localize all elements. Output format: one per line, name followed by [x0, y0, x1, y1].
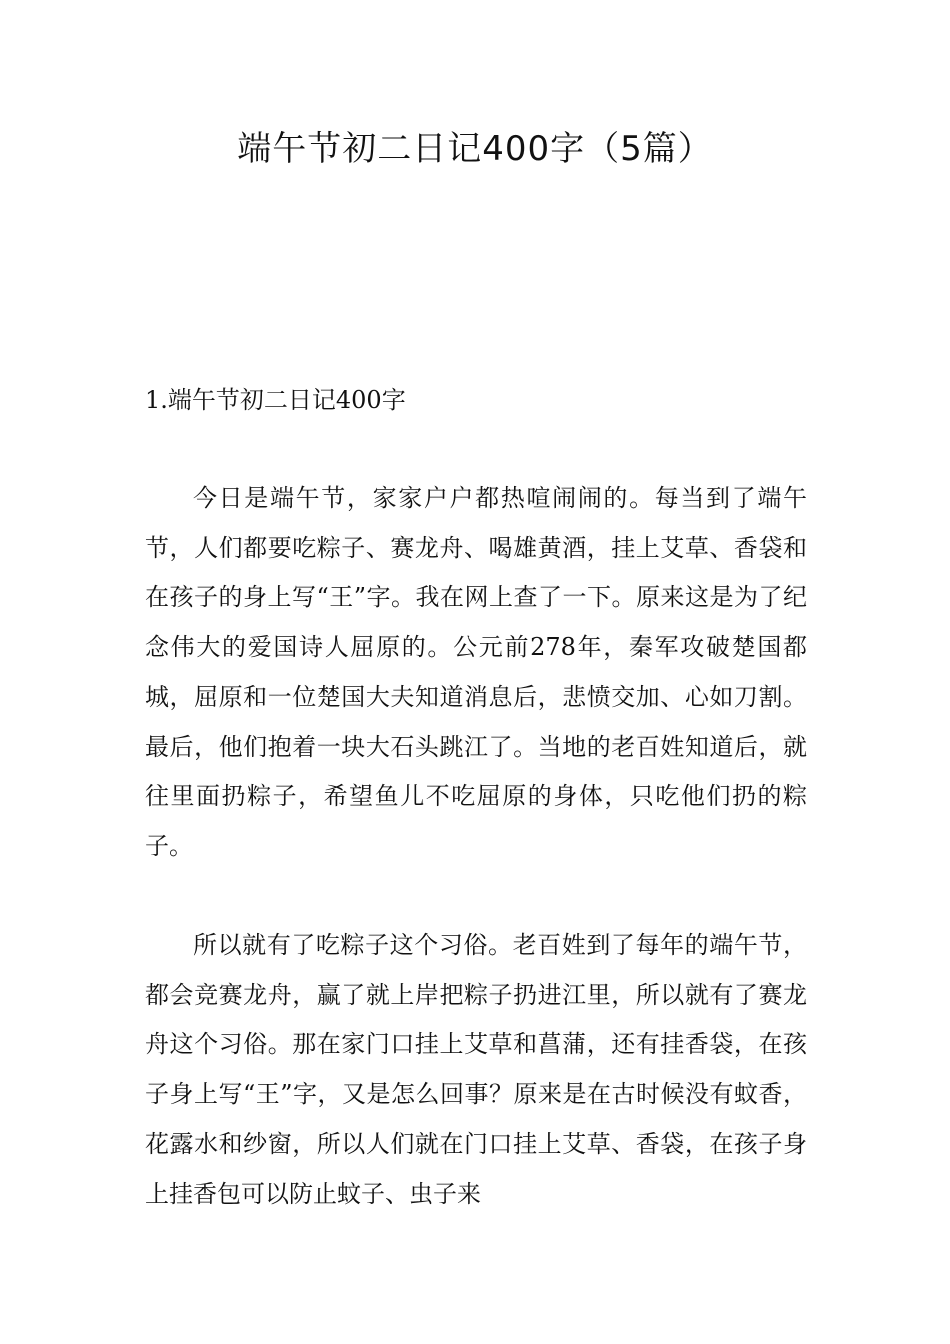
paragraph: 所以就有了吃粽子这个习俗。老百姓到了每年的端午节，都会竞赛龙舟，赢了就上岸把粽子扔进江里，所以就有了赛龙舟这个习俗。那在家门口挂上艾草和菖蒲，还有挂香袋，在孩子身上写“王”字，又是怎么回事？原来是在古时候没有蚊香，花露水和纱窗，所以人们就在门口挂上艾草、香袋，在孩子身上挂香包可以防止蚊子、虫子来 — [145, 931, 807, 1208]
document-title: 端午节初二日记400字（5篇） — [237, 129, 713, 169]
section-heading: 1.端午节初二日记400字 — [145, 386, 406, 414]
paragraph: 今日是端午节，家家户户都热喧闹闹的。每当到了端午节，人们都要吃粽子、赛龙舟、喝雄黄酒，挂上艾草、香袋和在孩子的身上写“王”字。我在网上查了一下。原来这是为了纪念伟大的爱国诗人屈原的。公元前278年，秦军攻破楚国都城，屈原和一位楚国大夫知道消息后，悲愤交加、心如刀割。最后，他们抱着一块大石头跳江了。当地的老百姓知道后，就往里面扔粽子，希望鱼儿不吃屈原的身体，只吃他们扔的粽子。 — [145, 484, 807, 860]
